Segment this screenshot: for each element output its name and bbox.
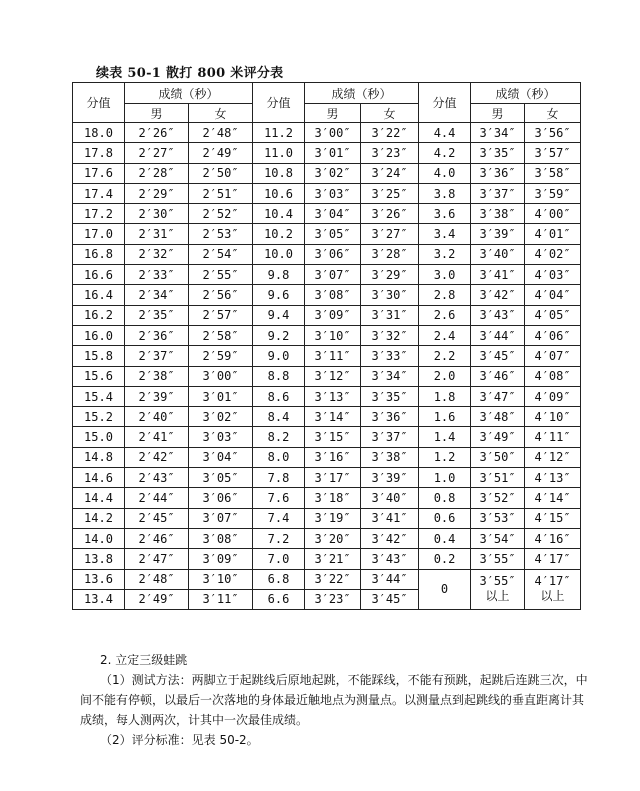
table-cell: 4′11″ (525, 427, 581, 447)
table-cell: 16.6 (73, 265, 125, 285)
table-cell: 3′03″ (305, 183, 361, 203)
female-header-1: 女 (189, 104, 253, 123)
table-cell: 2′57″ (189, 305, 253, 325)
table-cell: 9.4 (253, 305, 305, 325)
table-cell: 3′02″ (189, 407, 253, 427)
table-cell: 1.4 (419, 427, 471, 447)
table-cell: 4′09″ (525, 386, 581, 406)
table-cell: 3′45″ (471, 346, 525, 366)
header-row-1 (73, 83, 581, 104)
table-row (73, 285, 581, 305)
table-cell: 2′42″ (125, 447, 189, 467)
table-cell: 4′01″ (525, 224, 581, 244)
table-cell: 2′48″ (189, 123, 253, 143)
table-cell: 3′01″ (305, 143, 361, 163)
table-cell: 4′04″ (525, 285, 581, 305)
table-cell: 3′45″ (361, 589, 419, 609)
table-cell: 2′56″ (189, 285, 253, 305)
table-cell: 2.0 (419, 366, 471, 386)
table-cell: 2′30″ (125, 204, 189, 224)
table-row (73, 265, 581, 285)
table-cell: 2′46″ (125, 528, 189, 548)
table-row (73, 123, 581, 143)
table-row (73, 224, 581, 244)
table-cell: 6.8 (253, 569, 305, 589)
table-cell: 15.0 (73, 427, 125, 447)
table-cell: 4′13″ (525, 468, 581, 488)
table-cell: 7.2 (253, 528, 305, 548)
table-cell: 3′04″ (189, 447, 253, 467)
table-cell: 3′58″ (525, 163, 581, 183)
table-cell: 8.6 (253, 386, 305, 406)
table-cell: 17.4 (73, 183, 125, 203)
table-cell: 3′40″ (471, 244, 525, 264)
table-cell: 2′27″ (125, 143, 189, 163)
score-header-3: 分值 (419, 83, 471, 123)
table-cell: 3′38″ (471, 204, 525, 224)
table-cell: 8.8 (253, 366, 305, 386)
table-row (73, 305, 581, 325)
table-cell: 2′59″ (189, 346, 253, 366)
table-cell: 3′12″ (305, 366, 361, 386)
table-row (73, 244, 581, 264)
table-cell: 7.4 (253, 508, 305, 528)
table-cell: 3′56″ (525, 123, 581, 143)
table-cell: 3′16″ (305, 447, 361, 467)
table-cell: 3.8 (419, 183, 471, 203)
table-cell: 17.8 (73, 143, 125, 163)
table-cell: 6.6 (253, 589, 305, 609)
table-cell: 2.4 (419, 325, 471, 345)
male-header-2: 男 (305, 104, 361, 123)
table-row (73, 386, 581, 406)
table-row (73, 366, 581, 386)
table-cell: 3′11″ (189, 589, 253, 609)
table-row (73, 427, 581, 447)
section-heading: 2. 立定三级蛙跳 (100, 653, 188, 667)
result-header-2: 成绩（秒） (305, 83, 419, 104)
table-cell: 7.8 (253, 468, 305, 488)
table-cell: 3′05″ (305, 224, 361, 244)
table-cell: 2′38″ (125, 366, 189, 386)
table-cell: 14.2 (73, 508, 125, 528)
header-row-2 (73, 104, 581, 123)
table-cell: 3′43″ (471, 305, 525, 325)
table-row (73, 346, 581, 366)
table-cell: 4.4 (419, 123, 471, 143)
table-cell: 3′23″ (305, 589, 361, 609)
table-cell: 3′44″ (471, 325, 525, 345)
score-header-2: 分值 (253, 83, 305, 123)
table-cell: 3′36″ (471, 163, 525, 183)
table-cell: 10.8 (253, 163, 305, 183)
table-cell: 8.2 (253, 427, 305, 447)
table-cell: 16.4 (73, 285, 125, 305)
table-cell: 2′40″ (125, 407, 189, 427)
table-cell: 2′52″ (189, 204, 253, 224)
table-cell: 3′29″ (361, 265, 419, 285)
table-cell: 4.2 (419, 143, 471, 163)
table-cell: 14.8 (73, 447, 125, 467)
table-cell: 4′17″ (525, 549, 581, 569)
table-cell: 7.6 (253, 488, 305, 508)
result-header-1: 成绩（秒） (125, 83, 253, 104)
table-cell: 4′15″ (525, 508, 581, 528)
table-cell: 3′27″ (361, 224, 419, 244)
table-title: 续表 50-1 散打 800 米评分表 (96, 66, 284, 81)
table-cell: 3′20″ (305, 528, 361, 548)
table-row (73, 407, 581, 427)
table-cell: 4′14″ (525, 488, 581, 508)
table-cell: 3′49″ (471, 427, 525, 447)
table-cell: 8.4 (253, 407, 305, 427)
table-cell: 4′05″ (525, 305, 581, 325)
table-cell: 3′40″ (361, 488, 419, 508)
table-cell: 3′04″ (305, 204, 361, 224)
table-cell: 4′08″ (525, 366, 581, 386)
table-cell: 10.6 (253, 183, 305, 203)
table-cell: 3′08″ (305, 285, 361, 305)
table-cell: 3′41″ (471, 265, 525, 285)
table-cell: 3′10″ (189, 569, 253, 589)
female-header-2: 女 (361, 104, 419, 123)
table-cell: 14.4 (73, 488, 125, 508)
table-cell: 3′21″ (305, 549, 361, 569)
table-cell: 2′43″ (125, 468, 189, 488)
table-cell: 4′03″ (525, 265, 581, 285)
table-cell: 3′03″ (189, 427, 253, 447)
table-cell: 2.2 (419, 346, 471, 366)
footer-section (80, 650, 590, 750)
table-cell: 2′33″ (125, 265, 189, 285)
table-cell: 2′26″ (125, 123, 189, 143)
table-cell: 10.4 (253, 204, 305, 224)
table-cell: 0.6 (419, 508, 471, 528)
table-cell: 3′17″ (305, 468, 361, 488)
table-cell: 4.0 (419, 163, 471, 183)
table-cell: 2′48″ (125, 569, 189, 589)
table-cell: 17.6 (73, 163, 125, 183)
table-cell: 3′06″ (305, 244, 361, 264)
table-cell: 3′42″ (471, 285, 525, 305)
table-cell: 3′22″ (305, 569, 361, 589)
table-cell: 2′49″ (125, 589, 189, 609)
table-cell: 2′45″ (125, 508, 189, 528)
table-cell: 2′41″ (125, 427, 189, 447)
table-cell: 3′15″ (305, 427, 361, 447)
table-cell: 10.0 (253, 244, 305, 264)
last-score-cell: 0 (419, 569, 471, 610)
table-cell: 15.2 (73, 407, 125, 427)
female-header-3: 女 (525, 104, 581, 123)
table-cell: 3′33″ (361, 346, 419, 366)
table-cell: 3′35″ (471, 143, 525, 163)
table-cell: 3′37″ (471, 183, 525, 203)
table-cell: 3′09″ (305, 305, 361, 325)
table-cell: 3′05″ (189, 468, 253, 488)
table-cell: 15.6 (73, 366, 125, 386)
table-cell: 2.6 (419, 305, 471, 325)
table-row (73, 528, 581, 548)
table-cell: 2′34″ (125, 285, 189, 305)
table-cell: 2′35″ (125, 305, 189, 325)
table-cell: 2′37″ (125, 346, 189, 366)
table-row (73, 549, 581, 569)
table-cell: 3′32″ (361, 325, 419, 345)
table-cell: 14.6 (73, 468, 125, 488)
table-cell: 1.6 (419, 407, 471, 427)
table-cell: 3′43″ (361, 549, 419, 569)
last-male-cell: 3′55″ 以上 (471, 569, 525, 610)
table-cell: 10.2 (253, 224, 305, 244)
table-cell: 3′42″ (361, 528, 419, 548)
table-cell: 3′28″ (361, 244, 419, 264)
table-cell: 2′31″ (125, 224, 189, 244)
table-cell: 3′50″ (471, 447, 525, 467)
table-cell: 7.0 (253, 549, 305, 569)
table-cell: 3′00″ (305, 123, 361, 143)
table-cell: 3′51″ (471, 468, 525, 488)
table-cell: 3′18″ (305, 488, 361, 508)
table-cell: 3′38″ (361, 447, 419, 467)
table-cell: 2′28″ (125, 163, 189, 183)
table-cell: 9.8 (253, 265, 305, 285)
table-cell: 18.0 (73, 123, 125, 143)
table-cell: 2.8 (419, 285, 471, 305)
table-cell: 3.2 (419, 244, 471, 264)
table-cell: 3′00″ (189, 366, 253, 386)
table-cell: 3′10″ (305, 325, 361, 345)
table-body (73, 123, 581, 610)
table-cell: 3′34″ (471, 123, 525, 143)
result-header-3: 成绩（秒） (471, 83, 581, 104)
table-cell: 11.0 (253, 143, 305, 163)
table-cell: 3′34″ (361, 366, 419, 386)
table-cell: 3′26″ (361, 204, 419, 224)
table-cell: 3′22″ (361, 123, 419, 143)
table-cell: 17.2 (73, 204, 125, 224)
test-method-paragraph: （1）测试方法：两脚立于起跳线后原地起跳，不能踩线，不能有预跳，起跳后连跳三次，中间不能有停顿，以最后一次落地的身体最近触地点为测量点。以测量点到起跳线的垂直距离计其成绩，每人测两次，计其中一次最佳成绩。 (80, 673, 588, 727)
table-cell: 3′09″ (189, 549, 253, 569)
table-cell: 3.4 (419, 224, 471, 244)
scoring-standard-paragraph: （2）评分标准：见表 50-2。 (100, 733, 259, 747)
table-cell: 8.0 (253, 447, 305, 467)
table-cell: 3′08″ (189, 528, 253, 548)
table-cell: 3′14″ (305, 407, 361, 427)
table-cell: 13.4 (73, 589, 125, 609)
table-cell: 3′57″ (525, 143, 581, 163)
table-cell: 4′10″ (525, 407, 581, 427)
table-row (73, 468, 581, 488)
table-cell: 13.8 (73, 549, 125, 569)
table-cell: 3′48″ (471, 407, 525, 427)
table-cell: 3′44″ (361, 569, 419, 589)
table-cell: 2′47″ (125, 549, 189, 569)
table-row (73, 325, 581, 345)
table-cell: 4′12″ (525, 447, 581, 467)
table-row (73, 569, 581, 589)
table-cell: 3′35″ (361, 386, 419, 406)
table-row (73, 183, 581, 203)
table-cell: 3′02″ (305, 163, 361, 183)
table-cell: 1.0 (419, 468, 471, 488)
score-header-1: 分值 (73, 83, 125, 123)
table-cell: 3′47″ (471, 386, 525, 406)
last-female-cell: 4′17″ 以上 (525, 569, 581, 610)
table-cell: 17.0 (73, 224, 125, 244)
table-cell: 16.8 (73, 244, 125, 264)
table-cell: 2′29″ (125, 183, 189, 203)
table-row (73, 163, 581, 183)
table-cell: 0.4 (419, 528, 471, 548)
table-cell: 3′41″ (361, 508, 419, 528)
table-cell: 3′25″ (361, 183, 419, 203)
table-cell: 4′07″ (525, 346, 581, 366)
table-cell: 3′07″ (189, 508, 253, 528)
table-cell: 3.6 (419, 204, 471, 224)
table-cell: 9.6 (253, 285, 305, 305)
table-cell: 4′16″ (525, 528, 581, 548)
table-cell: 0.2 (419, 549, 471, 569)
table-cell: 3′36″ (361, 407, 419, 427)
table-cell: 3′39″ (471, 224, 525, 244)
table-row (73, 488, 581, 508)
table-cell: 4′02″ (525, 244, 581, 264)
table-cell: 1.8 (419, 386, 471, 406)
male-header-3: 男 (471, 104, 525, 123)
table-row (73, 204, 581, 224)
table-cell: 13.6 (73, 569, 125, 589)
table-cell: 3′30″ (361, 285, 419, 305)
table-cell: 3′31″ (361, 305, 419, 325)
table-cell: 3.0 (419, 265, 471, 285)
table-cell: 2′36″ (125, 325, 189, 345)
table-cell: 2′49″ (189, 143, 253, 163)
table-cell: 3′06″ (189, 488, 253, 508)
table-cell: 2′54″ (189, 244, 253, 264)
table-cell: 3′01″ (189, 386, 253, 406)
table-cell: 3′11″ (305, 346, 361, 366)
table-cell: 3′39″ (361, 468, 419, 488)
table-cell: 3′13″ (305, 386, 361, 406)
table-cell: 3′52″ (471, 488, 525, 508)
table-cell: 3′07″ (305, 265, 361, 285)
table-cell: 3′46″ (471, 366, 525, 386)
table-row (73, 143, 581, 163)
table-cell: 3′54″ (471, 528, 525, 548)
table-cell: 3′19″ (305, 508, 361, 528)
table-row (73, 447, 581, 467)
table-cell: 9.0 (253, 346, 305, 366)
table-cell: 16.0 (73, 325, 125, 345)
table-cell: 9.2 (253, 325, 305, 345)
table-cell: 2′32″ (125, 244, 189, 264)
table-cell: 15.8 (73, 346, 125, 366)
score-table (72, 82, 581, 610)
table-cell: 3′24″ (361, 163, 419, 183)
table-row (73, 508, 581, 528)
table-cell: 11.2 (253, 123, 305, 143)
table-cell: 2′55″ (189, 265, 253, 285)
table-cell: 2′58″ (189, 325, 253, 345)
table-cell: 4′00″ (525, 204, 581, 224)
table-cell: 1.2 (419, 447, 471, 467)
table-cell: 2′51″ (189, 183, 253, 203)
table-cell: 3′37″ (361, 427, 419, 447)
male-header-1: 男 (125, 104, 189, 123)
table-cell: 2′53″ (189, 224, 253, 244)
table-cell: 3′23″ (361, 143, 419, 163)
table-cell: 14.0 (73, 528, 125, 548)
table-cell: 0.8 (419, 488, 471, 508)
table-cell: 3′53″ (471, 508, 525, 528)
table-cell: 16.2 (73, 305, 125, 325)
table-cell: 15.4 (73, 386, 125, 406)
table-cell: 4′06″ (525, 325, 581, 345)
table-cell: 2′50″ (189, 163, 253, 183)
table-cell: 3′59″ (525, 183, 581, 203)
table-cell: 2′44″ (125, 488, 189, 508)
table-cell: 3′55″ (471, 549, 525, 569)
table-cell: 2′39″ (125, 386, 189, 406)
